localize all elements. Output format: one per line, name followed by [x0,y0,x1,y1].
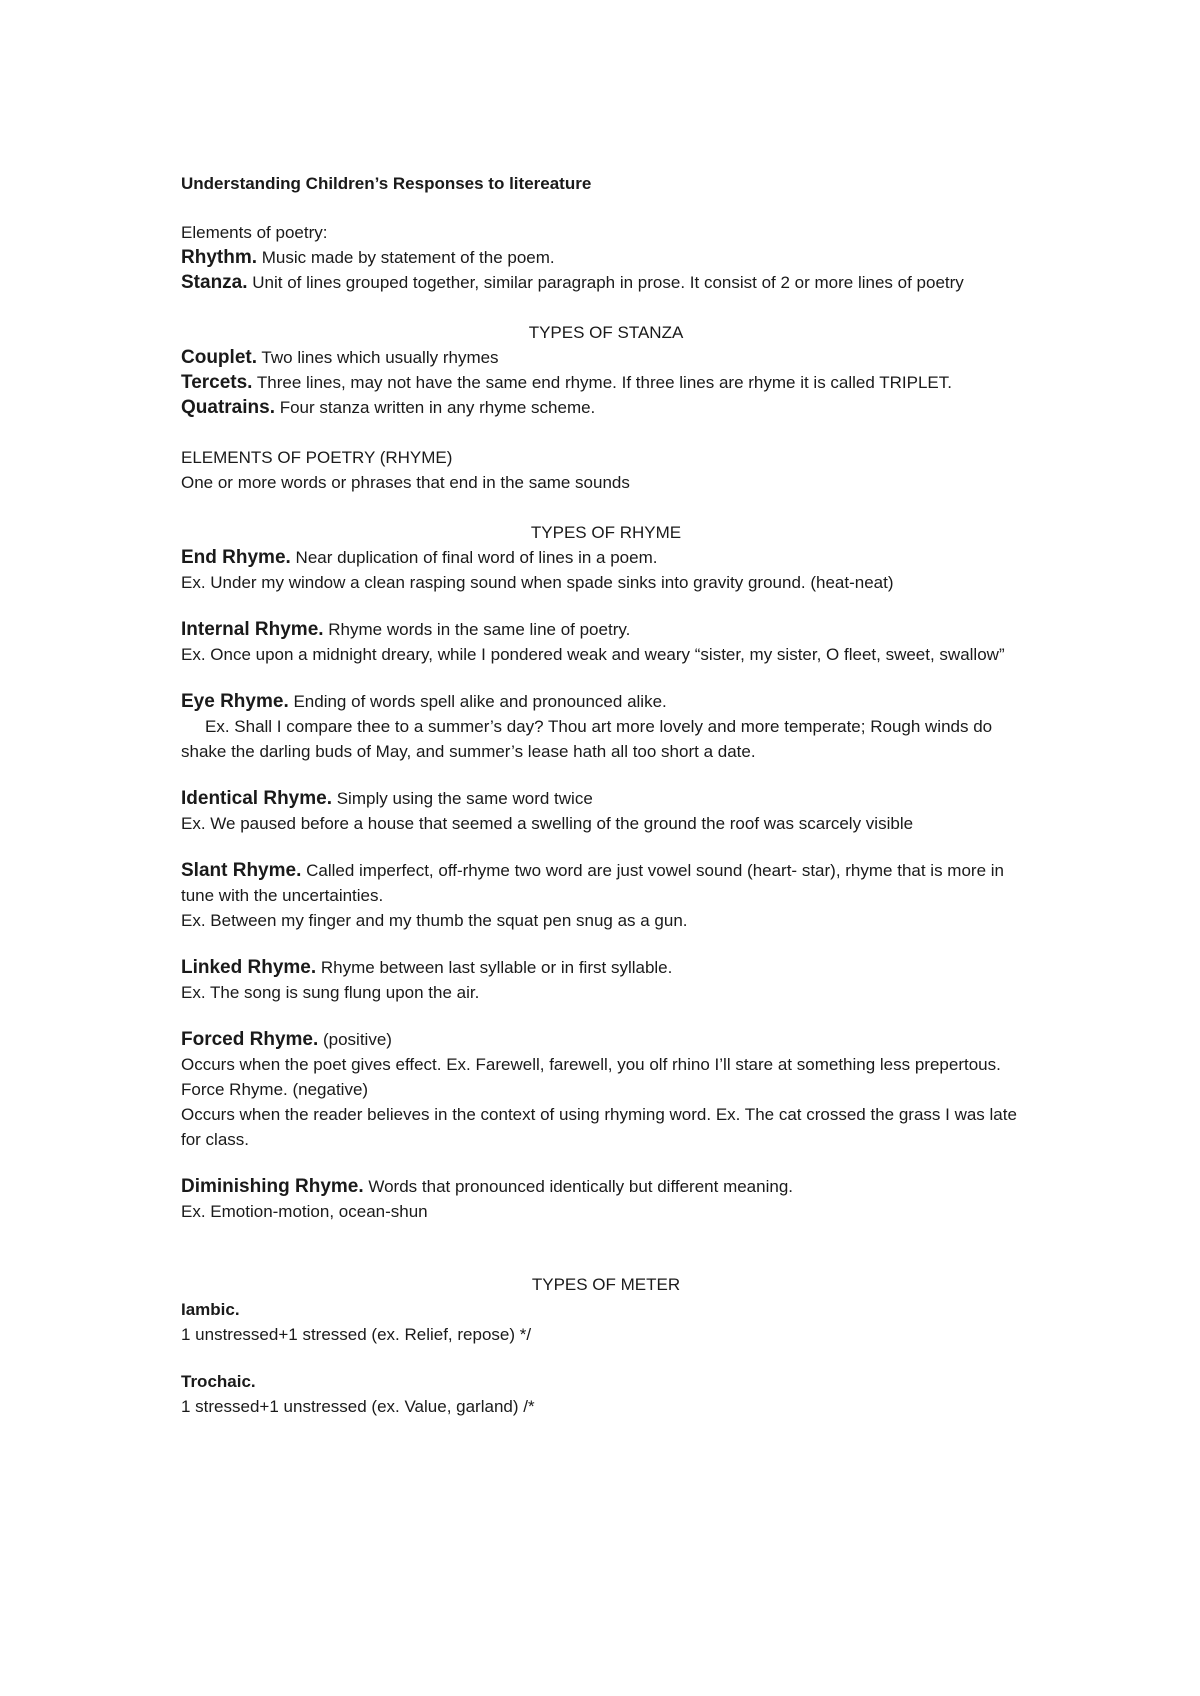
tercets-definition [181,370,1031,395]
identical-rhyme-text: Simply using the same word twice [332,789,593,808]
forced-rhyme-positive: Occurs when the poet gives effect. Ex. Farewell, farewell, you olf rhino I’ll stare at something less prepertous. [181,1055,1001,1074]
rhythm-text: Music made by statement of the poem. [257,248,555,267]
couplet-text: Two lines which usually rhymes [257,348,499,367]
end-rhyme-text: Near duplication of final word of lines in a poem. [290,548,658,567]
eye-rhyme-definition [181,689,1031,714]
stanza-text: Unit of lines grouped together, similar paragraph in prose. It consist of 2 or more lines of poetry [247,273,964,292]
internal-rhyme-term: Internal Rhyme. [181,619,324,640]
trochaic-text: 1 stressed+1 unstressed (ex. Value, garland) /* [181,1397,535,1416]
internal-rhyme-text: Rhyme words in the same line of poetry. [323,620,631,639]
identical-rhyme-example: Ex. We paused before a house that seemed a swelling of the ground the roof was scarcely visible [181,814,914,833]
tercets-text: Three lines, may not have the same end rhyme. If three lines are rhyme it is called TRIPLET. [252,373,952,392]
couplet-term: Couplet. [181,347,257,368]
forced-rhyme-term: Forced Rhyme. [181,1029,319,1050]
eye-rhyme-text: Ending of words spell alike and pronounced alike. [288,692,667,711]
tercets-term: Tercets. [181,372,253,393]
identical-rhyme-term: Identical Rhyme. [181,788,332,809]
forced-rhyme-negative: Occurs when the reader believes in the context of using rhyming word. Ex. The cat crossed the grass I was late for class. [181,1105,1017,1149]
quatrains-definition [181,395,1031,420]
types-of-stanza-heading: TYPES OF STANZA [528,323,684,342]
eye-rhyme-example: Ex. Shall I compare thee to a summer’s day? Thou art more lovely and more temperate; Rough winds do shake the darling buds of May, and summer’s lease hath all too short a date. [181,717,993,761]
trochaic-term: Trochaic. [181,1372,256,1391]
types-of-rhyme-heading: TYPES OF RHYME [530,523,682,542]
rhythm-term: Rhythm. [181,247,257,268]
slant-rhyme-definition [181,858,1031,908]
iambic-term: Iambic. [181,1300,240,1319]
diminishing-rhyme-example: Ex. Emotion-motion, ocean-shun [181,1202,428,1221]
types-of-meter-heading: TYPES OF METER [531,1275,681,1294]
end-rhyme-example: Ex. Under my window a clean rasping sound when spade sinks into gravity ground. (heat-neat) [181,573,894,592]
slant-rhyme-example: Ex. Between my finger and my thumb the squat pen snug as a gun. [181,911,688,930]
end-rhyme-term: End Rhyme. [181,547,291,568]
rhythm-definition [181,245,1031,270]
diminishing-rhyme-term: Diminishing Rhyme. [181,1176,364,1197]
quatrains-text: Four stanza written in any rhyme scheme. [274,398,596,417]
linked-rhyme-term: Linked Rhyme. [181,957,317,978]
couplet-definition [181,345,1031,370]
slant-rhyme-term: Slant Rhyme. [181,860,302,881]
iambic-text: 1 unstressed+1 stressed (ex. Relief, repose) */ [181,1325,532,1344]
elements-intro: Elements of poetry: [181,223,328,242]
slant-rhyme-text: Called imperfect, off-rhyme two word are just vowel sound (heart- star), rhyme that is more in tune with the uncertainties. [181,861,1004,905]
diminishing-rhyme-definition [181,1174,1031,1199]
stanza-definition [181,270,1031,295]
forced-rhyme-definition [181,1027,1031,1052]
internal-rhyme-definition [181,617,1031,642]
eye-rhyme-term: Eye Rhyme. [181,691,289,712]
linked-rhyme-example: Ex. The song is sung flung upon the air. [181,983,480,1002]
end-rhyme-definition [181,545,1031,570]
linked-rhyme-definition [181,955,1031,980]
linked-rhyme-text: Rhyme between last syllable or in first syllable. [316,958,673,977]
diminishing-rhyme-text: Words that pronounced identically but different meaning. [363,1177,793,1196]
quatrains-term: Quatrains. [181,397,275,418]
page-title: Understanding Children’s Responses to litereature [181,174,592,193]
document-body [181,171,1031,1419]
internal-rhyme-example: Ex. Once upon a midnight dreary, while I pondered weak and weary “sister, my sister, O fleet, sweet, swallow” [181,645,1005,664]
forced-rhyme-text: (positive) [318,1030,392,1049]
stanza-term: Stanza. [181,272,248,293]
rhyme-elements-text: One or more words or phrases that end in the same sounds [181,473,630,492]
forced-rhyme-negative-label: Force Rhyme. (negative) [181,1080,369,1099]
identical-rhyme-definition [181,786,1031,811]
rhyme-elements-heading: ELEMENTS OF POETRY (RHYME) [181,448,453,467]
